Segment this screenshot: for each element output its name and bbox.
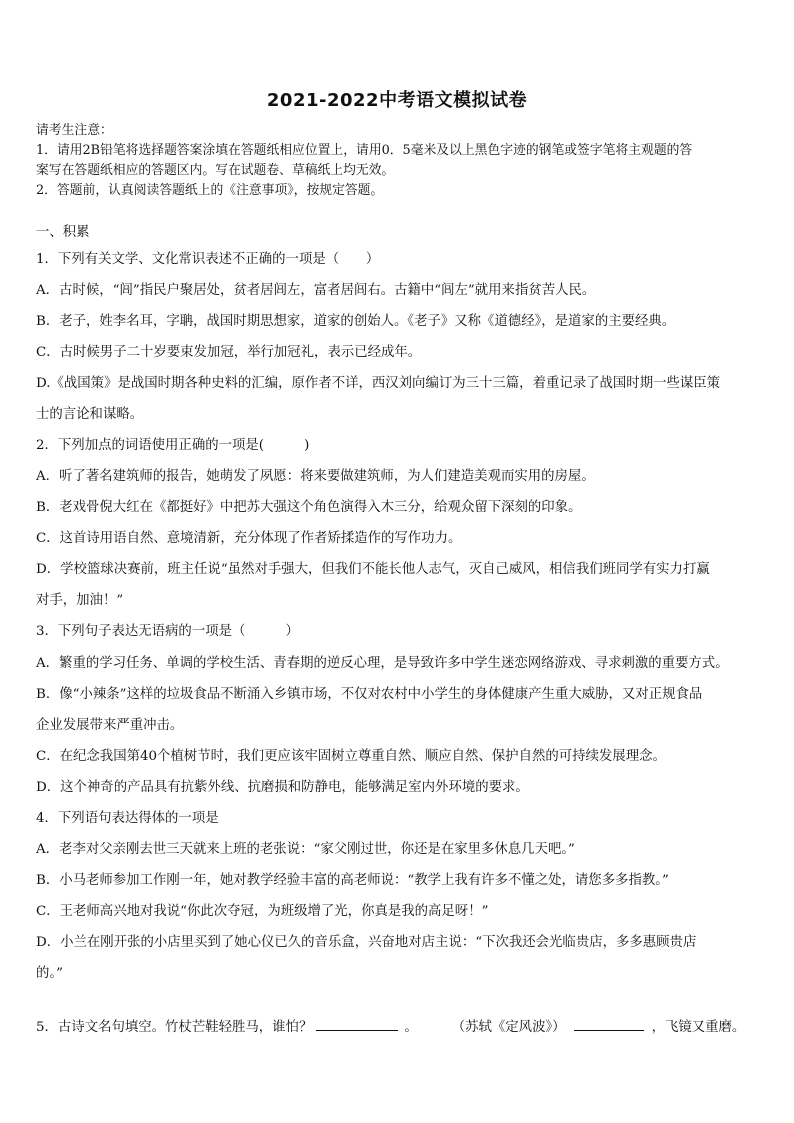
option-d-line-1: D.《战国策》是战国时期各种史料的汇编，原作者不详，西汉刘向编订为三十三篇，着重记录了战国时期一些谋臣策	[36, 376, 721, 391]
option-c: C．这首诗用语自然、意境清新，充分体现了作者矫揉造作的写作功力。	[36, 531, 462, 546]
question-5-period: 。	[404, 1020, 418, 1035]
option-a: A．繁重的学习任务、单调的学校生活、青春期的逆反心理，是导致许多中学生迷恋网络游戏、寻求刺激的重要方式。	[36, 656, 729, 671]
option-a: A．听了著名建筑师的报告，她萌发了夙愿：将来要做建筑师，为人们建造美观而实用的房屋。	[36, 469, 595, 484]
question-5	[36, 1016, 760, 1038]
option-b: B．老戏骨倪大红在《都挺好》中把苏大强这个角色演得入木三分，给观众留下深刻的印象。	[36, 500, 582, 515]
question-5-source: （苏轼《定风波》）	[451, 1020, 566, 1035]
question-stem: 1．下列有关文学、文化常识表述不正确的一项是（ ）	[36, 252, 380, 267]
option-c: C．在纪念我国第40个植树节时，我们更应该牢固树立尊重自然、顺应自然、保护自然的可持续发展理念。	[36, 749, 666, 764]
option-b-line-1: B．像“小辣条”这样的垃圾食品不断涌入乡镇市场，不仅对农村中小学生的身体健康产生重大威胁，又对正规食品	[36, 687, 703, 702]
notice-item-1-line-2: 案写在答题纸相应的答题区内。写在试题卷、草稿纸上均无效。	[36, 163, 395, 178]
option-c: C．王老师高兴地对我说“你此次夺冠，为班级增了光，你真是我的高足呀！”	[36, 904, 489, 919]
option-d-line-2: 士的言论和谋略。	[36, 407, 144, 422]
answer-blank-2[interactable]	[574, 1016, 644, 1031]
option-a: A．古时候，“闾”指民户聚居处，贫者居闾左，富者居闾右。古籍中“闾左”就用来指贫苦人民。	[36, 283, 596, 298]
question-stem: 3．下列句子表达无语病的一项是（ ）	[36, 624, 299, 639]
question-5-text: 5．古诗文名句填空。竹杖芒鞋轻胜马，谁怕？	[36, 1020, 313, 1035]
question-5-ending: ，飞镜又重磨。	[651, 1020, 746, 1035]
option-d-line-2: 的。”	[36, 966, 63, 981]
option-b: B．老子，姓李名耳，字聃，战国时期思想家，道家的创始人。《老子》又称《道德经》，是道家的主要经典。	[36, 314, 676, 329]
option-b-line-2: 企业发展带来严重冲击。	[36, 718, 184, 733]
option-a: A．老李对父亲刚去世三天就来上班的老张说：“家父刚过世，你还是在家里多休息几天吧。”	[36, 842, 575, 857]
notice-item-1-line-1: 1．请用2B铅笔将选择题答案涂填在答题纸相应位置上，请用0．5毫米及以上黑色字迹的钢笔或签字笔将主观题的答	[36, 143, 693, 158]
section-heading: 一、积累	[36, 225, 90, 240]
question-stem: 4．下列语句表达得体的一项是	[36, 811, 219, 826]
option-c: C．古时候男子二十岁要束发加冠，举行加冠礼，表示已经成年。	[36, 345, 422, 360]
answer-blank-1[interactable]	[316, 1016, 398, 1031]
notice-heading: 请考生注意：	[36, 123, 113, 138]
option-d-line-2: 对手，加油！”	[36, 593, 124, 608]
notice-item-2: 2．答题前，认真阅读答题纸上的《注意事项》，按规定答题。	[36, 183, 384, 198]
page-title: 2021-2022中考语文模拟试卷	[266, 90, 528, 111]
option-d: D．这个神奇的产品具有抗紫外线、抗磨损和防静电，能够满足室内外环境的要求。	[36, 780, 529, 795]
option-d-line-1: D．小兰在刚开张的小店里买到了她心仪已久的音乐盒，兴奋地对店主说：“下次我还会光临贵店，多多惠顾贵店	[36, 935, 697, 950]
option-d-line-1: D．学校篮球决赛前，班主任说“虽然对手强大，但我们不能长他人志气，灭自己威风，相信我们班同学有实力打赢	[36, 562, 710, 577]
option-b: B．小马老师参加工作刚一年，她对教学经验丰富的高老师说：“教学上我有许多不懂之处，请您多多指教。”	[36, 873, 669, 888]
question-stem: 2．下列加点的词语使用正确的一项是( )	[36, 438, 310, 453]
